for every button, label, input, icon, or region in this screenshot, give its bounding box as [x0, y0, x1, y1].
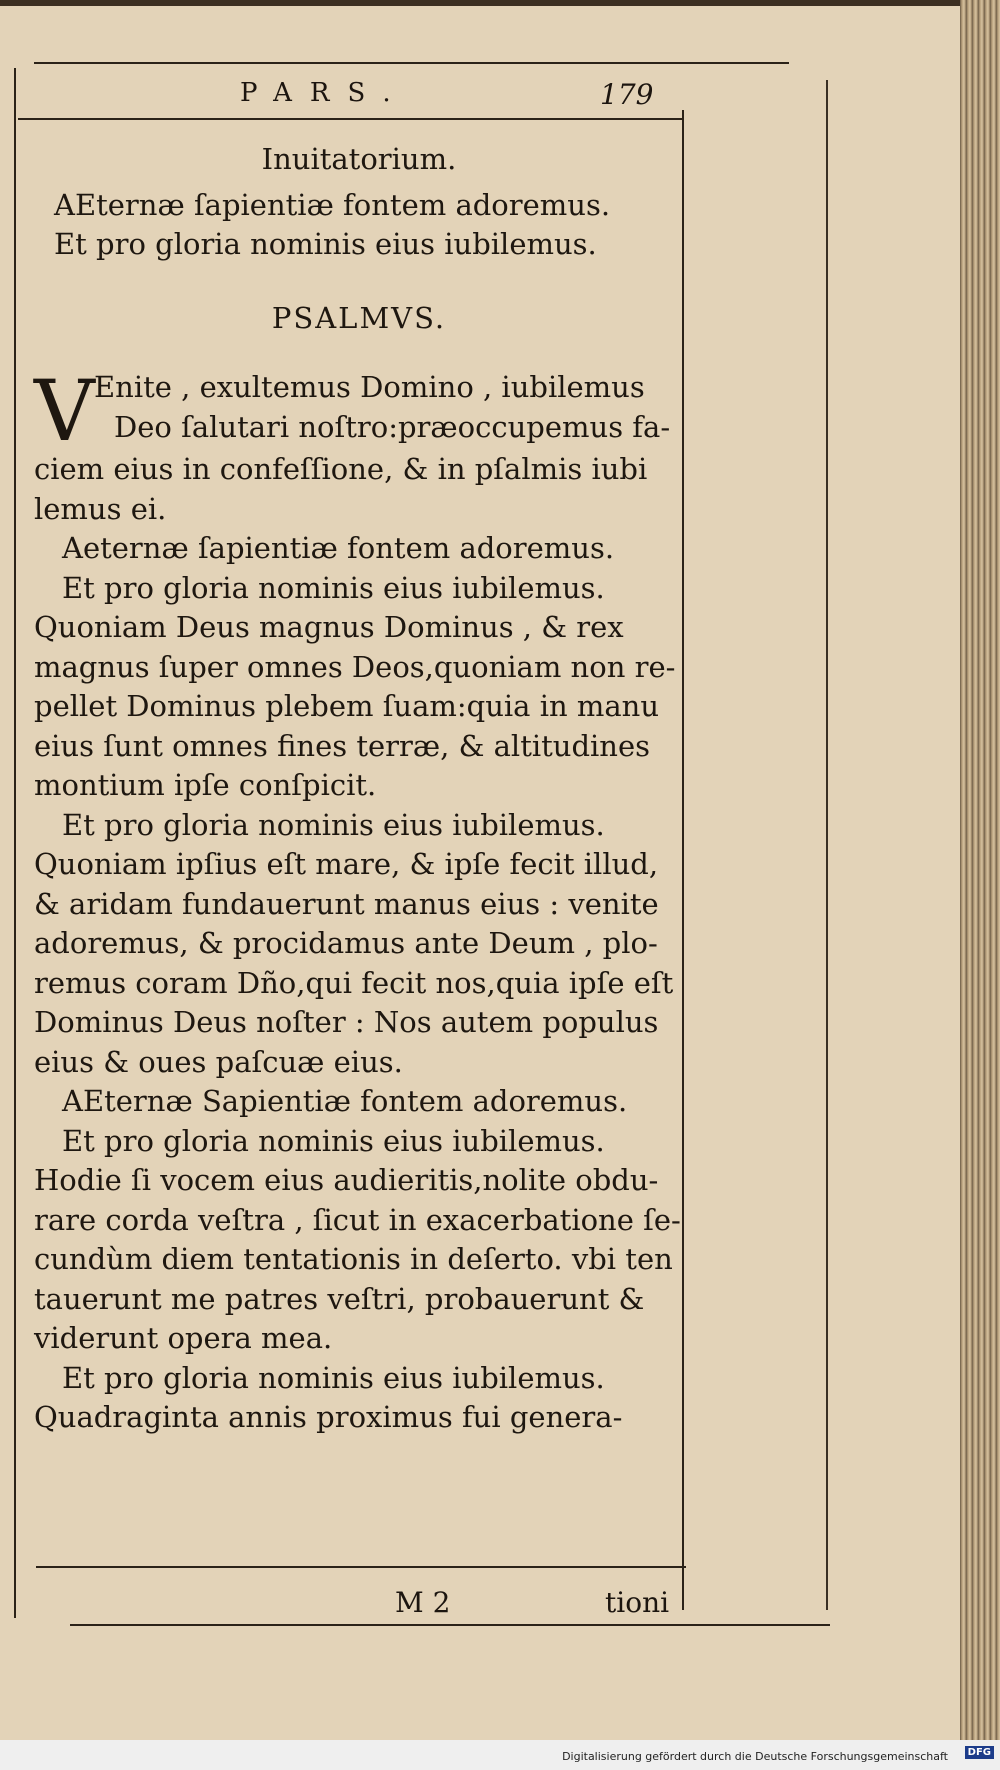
text-line: tauerunt me patres veſtri, probauerunt &: [34, 1281, 645, 1316]
running-head: PARS.: [240, 78, 409, 108]
first-paragraph-opening: [94, 368, 670, 447]
frame-left-rule: [14, 68, 16, 1618]
text-line: montium ipſe conſpicit.: [34, 768, 377, 802]
page-number: 179: [600, 78, 654, 111]
text-line: Deo ſalutari noſtro:præoccupemus fa-: [114, 409, 671, 444]
text-line: rare corda veſtra , ſicut in exacerbatione ſe-: [34, 1202, 681, 1237]
text-line: cundùm diem tentationis in deſerto. vbi ten: [34, 1242, 673, 1276]
spacer: [34, 265, 684, 299]
signature-mark: M 2: [395, 1586, 451, 1619]
text-line: Aeternæ ſapientiæ fontem adoremus.: [62, 531, 615, 565]
text-line: Et pro gloria nominis eius iubilemus.: [62, 1360, 605, 1395]
psalm-verses: [34, 529, 684, 1438]
text-line: Quoniam ipſius eſt mare, & ipſe fecit illud,: [34, 847, 659, 881]
catchword: tioni: [605, 1586, 670, 1619]
bottom-rule: [36, 1566, 686, 1568]
text-line: Dominus Deus noſter : Nos autem populus: [34, 1005, 659, 1039]
text-line: Hodie ſi vocem eius audieritis,nolite obdu-: [34, 1163, 659, 1197]
page-edges: [960, 0, 1000, 1740]
text-line: adoremus, & procidamus ante Deum , plo-: [34, 926, 658, 960]
text-line: Quadraginta annis proximus fui genera-: [34, 1400, 623, 1434]
text-line: Quoniam Deus magnus Dominus , & rex: [34, 610, 624, 644]
dfg-logo: DFG: [965, 1746, 994, 1759]
text-line: eius ſunt omnes fines terræ, & altitudines: [34, 728, 651, 763]
digitization-credit: [0, 1740, 1000, 1770]
text-line: Et pro gloria nominis eius iubilemus.: [62, 570, 605, 605]
invitatory-line-2: Et pro gloria nominis eius iubilemus.: [54, 227, 597, 261]
text-line: pellet Dominus plebem ſuam:quia in manu: [34, 689, 660, 723]
spacer: [34, 338, 684, 368]
text-line: Et pro gloria nominis eius iubilemus.: [62, 807, 605, 842]
psalm-title: PSALMVS.: [271, 300, 447, 335]
text-line: magnus ſuper omnes Deos,quoniam non re-: [34, 649, 676, 684]
lower-rule: [70, 1624, 830, 1626]
header-rule: [18, 118, 682, 120]
top-rule: [34, 62, 789, 64]
first-paragraph: [34, 362, 684, 460]
frame-outer-rule: [826, 80, 828, 1610]
text-line: remus coram Dño,qui fecit nos,quia ipſe eſt: [34, 965, 674, 1000]
text-line: ciem eius in confeſſione, & in pſalmis iubi: [34, 452, 648, 486]
invitatory-line-1: AEternæ ſapientiæ fontem adoremus.: [54, 187, 611, 222]
text-line: Enite , exultemus Domino , iubilemus: [94, 370, 645, 404]
main-text: [34, 140, 684, 1438]
text-line: eius & oues paſcuæ eius.: [34, 1044, 403, 1079]
text-line: lemus ei.: [34, 491, 167, 526]
invitatory-title: Inuitatorium.: [261, 142, 457, 176]
credit-text: Digitalisierung gefördert durch die Deutsche Forschungsgemeinschaft: [562, 1750, 948, 1763]
text-line: Et pro gloria nominis eius iubilemus.: [62, 1123, 605, 1158]
drop-initial: V: [34, 362, 95, 460]
text-line: & aridam fundauerunt manus eius : venite: [34, 886, 659, 921]
text-line: viderunt opera mea.: [34, 1321, 333, 1355]
text-line: AEternæ Sapientiæ fontem adoremus.: [62, 1084, 628, 1118]
